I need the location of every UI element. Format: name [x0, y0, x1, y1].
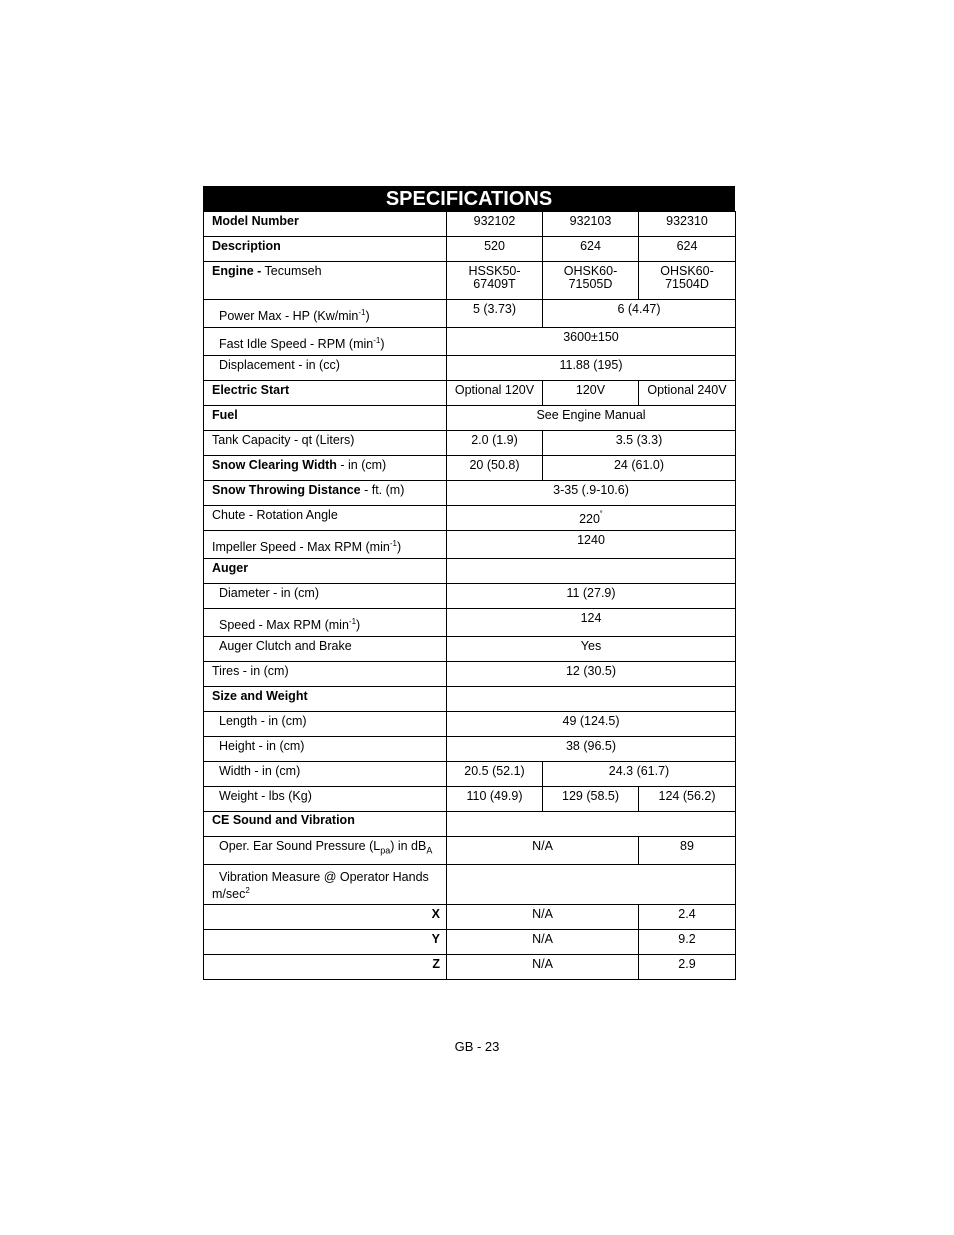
table-row — [204, 456, 736, 481]
value-text: 220 — [579, 512, 600, 527]
table-row — [204, 687, 736, 712]
row-label: Size and Weight — [204, 687, 447, 712]
row-label: Fuel — [204, 406, 447, 431]
row-label — [204, 262, 447, 300]
label-text: m/sec — [212, 887, 246, 902]
table-row — [204, 300, 736, 328]
cell-value: 12 (30.5) — [447, 662, 736, 687]
table-row — [204, 559, 736, 584]
cell-value: 20.5 (52.1) — [447, 762, 543, 787]
cell-value: 932310 — [639, 212, 736, 237]
row-label — [204, 300, 447, 328]
cell-value: 11 (27.9) — [447, 584, 736, 609]
row-label — [204, 837, 447, 865]
cell-value — [639, 262, 736, 300]
row-label: Description — [204, 237, 447, 262]
row-label: Weight - lbs (Kg) — [204, 787, 447, 812]
superscript: -1 — [373, 336, 381, 345]
table-row — [204, 212, 736, 237]
table-row — [204, 609, 736, 637]
table-row — [204, 712, 736, 737]
cell-value: 129 (58.5) — [543, 787, 639, 812]
row-label: Tires - in (cm) — [204, 662, 447, 687]
cell-value: 624 — [639, 237, 736, 262]
label-text: Oper. Ear Sound Pressure (L — [219, 839, 381, 853]
cell-value: 24 (61.0) — [543, 456, 736, 481]
cell-value: 932103 — [543, 212, 639, 237]
table-row — [204, 837, 736, 865]
subscript: A — [426, 845, 433, 856]
label-text: Fast Idle Speed - RPM (min — [219, 337, 374, 352]
table-row — [204, 328, 736, 356]
row-label: Auger Clutch and Brake — [204, 637, 447, 662]
cell-value: 2.9 — [639, 955, 736, 980]
label-bold: Engine - — [212, 264, 262, 278]
cell-value — [447, 506, 736, 531]
cell-value: 624 — [543, 237, 639, 262]
cell-empty — [447, 865, 736, 905]
cell-value: 89 — [639, 837, 736, 865]
cell-value: 1240 — [447, 531, 736, 559]
label-text: Speed - Max RPM (min — [219, 618, 349, 633]
specifications-title: SPECIFICATIONS — [203, 186, 735, 211]
row-label: CE Sound and Vibration — [204, 812, 447, 837]
row-label: Diameter - in (cm) — [204, 584, 447, 609]
cell-empty — [447, 559, 736, 584]
cell-value — [447, 262, 543, 300]
cell-value: See Engine Manual — [447, 406, 736, 431]
table-row — [204, 637, 736, 662]
row-label: Chute - Rotation Angle — [204, 506, 447, 531]
cell-value: N/A — [447, 930, 639, 955]
table-row — [204, 506, 736, 531]
table-row — [204, 905, 736, 930]
cell-value: 3600±150 — [447, 328, 736, 356]
row-label — [204, 328, 447, 356]
table-row — [204, 762, 736, 787]
page-number: GB - 23 — [454, 1039, 500, 1054]
cell-value: N/A — [447, 905, 639, 930]
cell-value: 49 (124.5) — [447, 712, 736, 737]
row-label: X — [204, 905, 447, 930]
value-line: OHSK60- — [660, 264, 714, 278]
specifications-table — [203, 211, 736, 980]
table-row — [204, 381, 736, 406]
table-row — [204, 812, 736, 837]
cell-value: N/A — [447, 955, 639, 980]
cell-value: 120V — [543, 381, 639, 406]
cell-value: 932102 — [447, 212, 543, 237]
row-label: Displacement - in (cc) — [204, 356, 447, 381]
value-line: OHSK60- — [563, 264, 618, 278]
cell-value: 20 (50.8) — [447, 456, 543, 481]
label-text: ) — [356, 618, 361, 633]
table-row — [204, 787, 736, 812]
label-text: Power Max - HP (Kw/min — [219, 309, 359, 324]
label-text: ) — [365, 309, 370, 324]
label-text: ) — [396, 540, 402, 555]
cell-value: 5 (3.73) — [447, 300, 543, 328]
table-row — [204, 865, 736, 905]
cell-value: 3.5 (3.3) — [543, 431, 736, 456]
superscript: -1 — [348, 617, 357, 626]
value-line: 67409T — [473, 277, 516, 291]
table-row — [204, 431, 736, 456]
value-line: 71505D — [568, 277, 613, 291]
label-rest: - in (cm) — [336, 458, 387, 472]
cell-value: 9.2 — [639, 930, 736, 955]
cell-value: N/A — [447, 837, 639, 865]
superscript: 2 — [245, 886, 250, 895]
table-row — [204, 237, 736, 262]
table-row — [204, 930, 736, 955]
cell-value: 24.3 (61.7) — [543, 762, 736, 787]
table-row — [204, 662, 736, 687]
label-text: Impeller Speed - Max RPM (min — [212, 540, 390, 555]
cell-value: Optional 120V — [447, 381, 543, 406]
row-label — [204, 609, 447, 637]
row-label: Height - in (cm) — [204, 737, 447, 762]
label-rest: - ft. (m) — [360, 483, 405, 497]
cell-value: 2.0 (1.9) — [447, 431, 543, 456]
table-row — [204, 737, 736, 762]
label-text: Vibration Measure @ Operator Hands — [219, 870, 429, 884]
cell-value: Yes — [447, 637, 736, 662]
subscript: pa — [380, 845, 391, 856]
cell-empty — [447, 687, 736, 712]
value-line: HSSK50- — [468, 264, 521, 278]
row-label: Model Number — [204, 212, 447, 237]
cell-value: 124 — [447, 609, 736, 637]
table-row — [204, 531, 736, 559]
label-text: ) in dB — [390, 839, 427, 853]
row-label: Electric Start — [204, 381, 447, 406]
cell-value: 6 (4.47) — [543, 300, 736, 328]
specifications-table-wrapper — [203, 186, 735, 980]
superscript: -1 — [389, 539, 397, 548]
value-line: 71504D — [665, 277, 709, 291]
cell-value: 11.88 (195) — [447, 356, 736, 381]
row-label: Width - in (cm) — [204, 762, 447, 787]
cell-value: 38 (96.5) — [447, 737, 736, 762]
row-label: Auger — [204, 559, 447, 584]
table-row — [204, 406, 736, 431]
cell-value: 520 — [447, 237, 543, 262]
cell-value: 124 (56.2) — [639, 787, 736, 812]
table-row — [204, 955, 736, 980]
cell-value: 3-35 (.9-10.6) — [447, 481, 736, 506]
row-label — [204, 481, 447, 506]
table-row — [204, 481, 736, 506]
row-label: Z — [204, 955, 447, 980]
table-row — [204, 356, 736, 381]
cell-value: 2.4 — [639, 905, 736, 930]
table-row — [204, 584, 736, 609]
label-text: ) — [380, 337, 385, 352]
superscript: -1 — [358, 308, 366, 317]
row-label — [204, 531, 447, 559]
cell-value: 110 (49.9) — [447, 787, 543, 812]
cell-value: Optional 240V — [639, 381, 736, 406]
row-label: Tank Capacity - qt (Liters) — [204, 431, 447, 456]
degree-symbol: ˚ — [599, 510, 603, 520]
row-label — [204, 456, 447, 481]
cell-value — [543, 262, 639, 300]
label-rest: Tecumseh — [261, 264, 322, 278]
row-label — [204, 865, 447, 905]
table-row — [204, 262, 736, 300]
row-label: Length - in (cm) — [204, 712, 447, 737]
row-label: Y — [204, 930, 447, 955]
label-bold: Snow Throwing Distance — [212, 483, 361, 497]
cell-empty — [447, 812, 736, 837]
label-bold: Snow Clearing Width — [212, 458, 337, 472]
